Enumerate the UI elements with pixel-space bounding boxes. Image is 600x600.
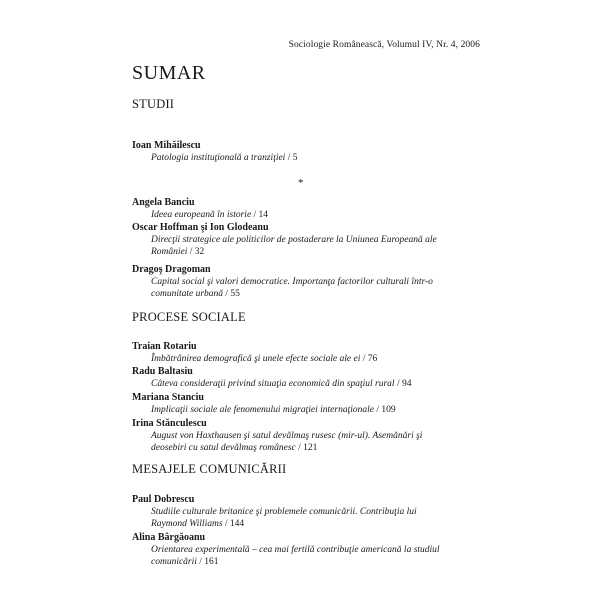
entry-author: Radu Baltasiu bbox=[132, 366, 193, 377]
page-title: SUMAR bbox=[132, 62, 206, 84]
entry-page: / 161 bbox=[196, 557, 219, 567]
entry-author: Irina Stănculescu bbox=[132, 418, 207, 429]
entry-author: Traian Rotariu bbox=[132, 341, 197, 352]
entry-title: Studiile culturale britanice şi problemele comunicării. Contribuţia lui Raymond Williams / 144 bbox=[151, 507, 417, 529]
entry-title: Capital social şi valori democratice. Importanţa factorilor culturali într-o comunitate urbană / 55 bbox=[151, 277, 433, 299]
entry-page: / 55 bbox=[223, 289, 240, 299]
entry-page: / 32 bbox=[187, 247, 205, 257]
entry-title: August von Haxthausen şi satul devălmaş rusesc (mir-ul). Asemănări şi deosebiri cu satul devălmaş românesc / 121 bbox=[151, 431, 423, 453]
entry-author: Mariana Stanciu bbox=[132, 392, 204, 403]
entry-author: Paul Dobrescu bbox=[132, 494, 195, 505]
entry-author: Alina Bârgăoanu bbox=[132, 532, 206, 543]
entry-page: / 5 bbox=[285, 153, 298, 163]
entry-title: Ideea europeană în istorie / 14 bbox=[151, 210, 269, 220]
entry-page: / 76 bbox=[360, 354, 378, 364]
running-head: Sociologie Românească, Volumul IV, Nr. 4, 2006 bbox=[288, 40, 480, 50]
section-heading-mesajele-comunicarii: MESAJELE COMUNICĂRII bbox=[132, 462, 287, 476]
entry-author: Oscar Hoffman şi Ion Glodeanu bbox=[132, 222, 269, 233]
entry-page: / 94 bbox=[394, 379, 412, 389]
entry-page: / 109 bbox=[373, 405, 396, 415]
entry-title: Direcţii strategice ale politicilor de postaderare la Uniunea Europeană ale României / 32 bbox=[151, 235, 437, 257]
entry-author: Angela Banciu bbox=[132, 197, 195, 208]
entry-author: Dragoş Dragoman bbox=[132, 264, 211, 275]
separator-asterisk: * bbox=[298, 177, 304, 189]
entry-title: Patologia instituţională a tranziţiei / 5 bbox=[151, 153, 298, 163]
entry-page: / 14 bbox=[251, 210, 269, 220]
entry-page: / 121 bbox=[295, 443, 318, 453]
entry-title: Implicaţii sociale ale fenomenului migraţiei internaţionale / 109 bbox=[151, 405, 396, 415]
entry-title: Îmbătrânirea demografică şi unele efecte sociale ale ei / 76 bbox=[151, 354, 378, 364]
entry-author: Ioan Mihăilescu bbox=[132, 140, 201, 151]
entry-title: Orientarea experimentală – cea mai fertilă contribuţie americană la studiul comunicării / 161 bbox=[151, 545, 440, 567]
section-heading-procese-sociale: PROCESE SOCIALE bbox=[132, 310, 246, 324]
entry-page: / 144 bbox=[222, 519, 245, 529]
section-heading-studii: STUDII bbox=[132, 97, 175, 111]
entry-title: Câteva consideraţii privind situaţia economică din spaţiul rural / 94 bbox=[151, 379, 412, 389]
